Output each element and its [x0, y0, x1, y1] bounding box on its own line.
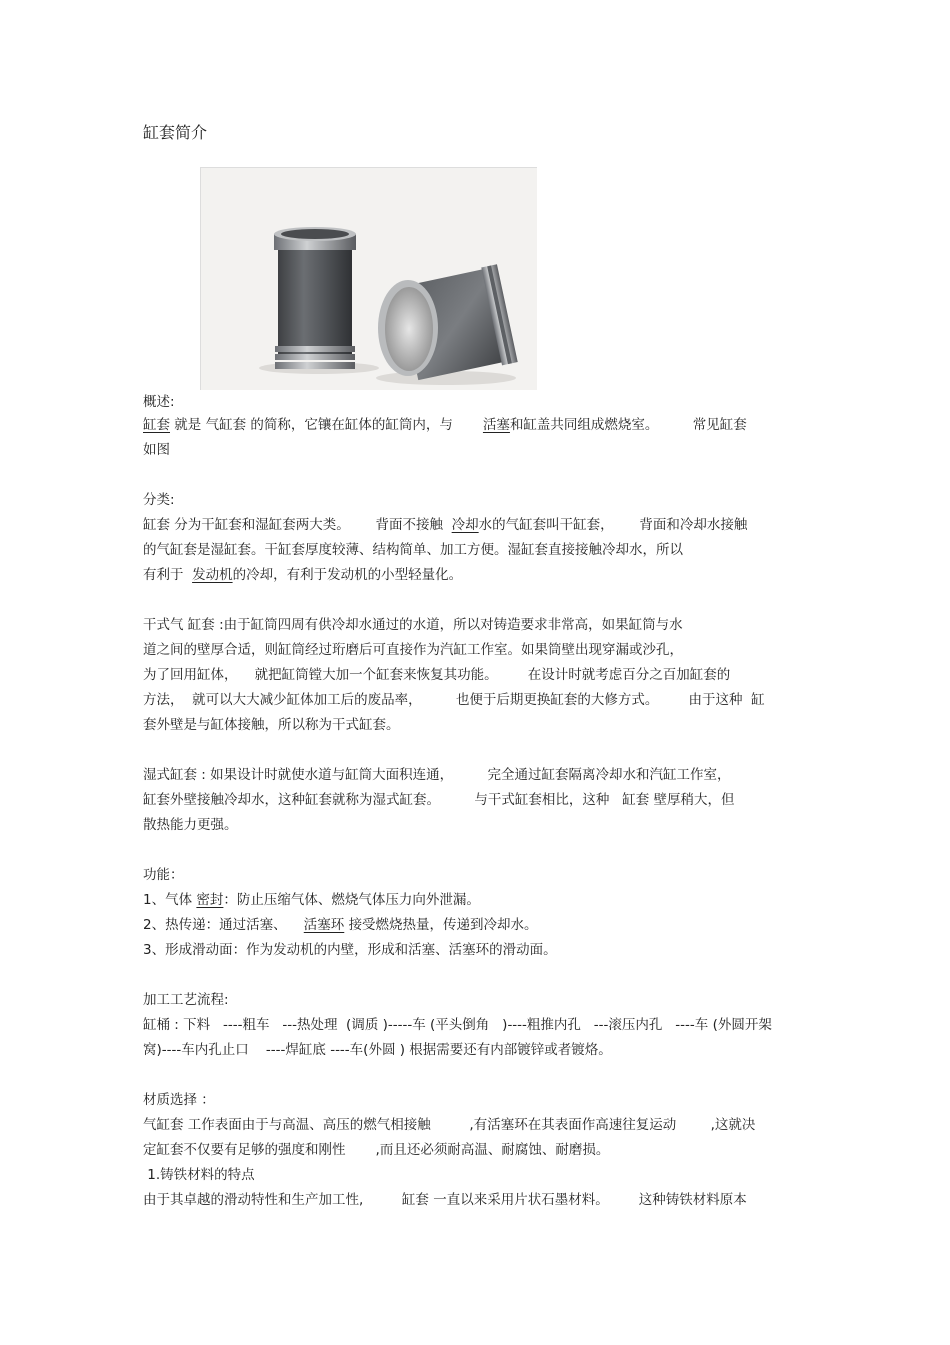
link-piston[interactable]: 活塞	[482, 417, 510, 433]
link-cooling[interactable]: 冷却	[451, 517, 479, 533]
wet-text-3: 缸套外壁接触冷却水，这种缸套就称为湿式缸套。	[143, 792, 440, 808]
link-cylinder-liner[interactable]: 缸套	[143, 417, 170, 433]
classify-line-3	[143, 566, 462, 584]
dry-text-6: 也便于后期更换缸套的大修方式。	[455, 692, 659, 708]
classify-text-1: 缸套 分为干缸套和湿缸套两大类。	[143, 517, 350, 533]
classify-line-1	[143, 516, 747, 534]
dry-line-5: 套外壁是与缸体接触，所以称为干式缸套。	[143, 717, 400, 733]
classify-line-2: 的气缸套是湿缸套。干缸套厚度较薄、结构简单、加工方便。湿缸套直接接触冷却水，所以	[143, 542, 683, 558]
material-text-4: 定缸套不仅要有足够的强度和刚性	[143, 1142, 346, 1158]
function-text-3: 2、热传递：通过活塞、	[143, 917, 287, 933]
dry-line-3	[143, 666, 730, 684]
process-line-2: 窝)----车内孔止口 ----焊缸底 ----车(外圆 ) 根据需要还有内部镀锌或者镀烙。	[143, 1042, 612, 1058]
function-text-1: 1、气体	[143, 892, 193, 908]
dry-line-1: 干式气 缸套 :由于缸筒四周有供冷却水通过的水道，所以对铸造要求非常高，如果缸筒与水	[143, 617, 683, 633]
material-text-8: 这种铸铁材料原本	[638, 1192, 747, 1208]
link-piston-ring[interactable]: 活塞环	[303, 917, 345, 933]
classify-text-6: 的冷却，有利于发动机的小型轻量化。	[232, 567, 463, 583]
dry-text-5: 就可以大大减少缸体加工后的废品率，	[192, 692, 422, 708]
material-text-1: 气缸套 工作表面由于与高温、高压的燃气相接触	[143, 1117, 431, 1133]
material-line-2	[143, 1141, 609, 1159]
cylinder-liner-photo	[200, 167, 537, 390]
overview-line-2: 如图	[143, 442, 170, 458]
dry-text-2: 就把缸筒镗大加一个缸套来恢复其功能。	[254, 667, 498, 683]
classify-text-2: 背面不接触	[375, 517, 444, 533]
wet-line-1	[143, 766, 730, 784]
dry-line-2: 道之间的壁厚合适，则缸筒经过珩磨后可直接作为汽缸工作室。如果筒壁出现穿漏或沙孔，	[143, 642, 683, 658]
overview-line-1	[143, 416, 747, 434]
dry-text-8: 缸	[751, 692, 765, 708]
wet-text-1: 湿式缸套 : 如果设计时就使水道与缸筒大面积连通，	[143, 767, 454, 783]
material-text-5: ,而且还必须耐高温、耐腐蚀、耐磨损。	[375, 1142, 610, 1158]
dry-text-3: 在设计时就考虑百分之百加缸套的	[527, 667, 731, 683]
cylinder-liner-image	[201, 168, 537, 390]
wet-text-5: 缸套 壁厚稍大，但	[622, 792, 735, 808]
function-heading: 功能：	[143, 867, 184, 883]
material-line-1	[143, 1116, 755, 1134]
material-text-7: 缸套 一直以来采用片状石墨材料。	[401, 1192, 609, 1208]
classify-text-3: 水的气缸套叫干缸套，	[478, 517, 614, 533]
dry-text-1: 为了回用缸体，	[143, 667, 238, 683]
material-heading: 材质选择 ：	[143, 1092, 215, 1108]
link-seal[interactable]: 密封	[196, 892, 224, 908]
material-text-2: ,有活塞环在其表面作高速往复运动	[469, 1117, 677, 1133]
wet-line-2	[143, 791, 735, 809]
dry-text-4: 方法，	[143, 692, 184, 708]
classify-text-5: 有利于	[143, 567, 184, 583]
function-item-1	[143, 891, 480, 909]
function-text-2: ：防止压缩气体、燃烧气体压力向外泄漏。	[223, 892, 480, 908]
function-item-2	[143, 916, 538, 934]
wet-text-2: 完全通过缸套隔离冷却水和汽缸工作室，	[487, 767, 731, 783]
process-heading: 加工工艺流程:	[143, 992, 229, 1008]
page-title: 缸套简介	[143, 123, 208, 142]
process-line-1: 缸桶 : 下料 ----粗车 ---热处理 (调质 )-----车 (平头倒角 )----粗推内孔 ---滚压内孔 ----车 (外圆开架	[143, 1017, 772, 1033]
link-engine[interactable]: 发动机	[192, 567, 233, 583]
function-text-4: 接受燃烧热量，传递到冷却水。	[348, 917, 538, 933]
dry-text-7: 由于这种	[688, 692, 743, 708]
material-line-3	[143, 1191, 747, 1209]
overview-text-3: 常见缸套	[692, 417, 747, 433]
classify-heading: 分类:	[143, 492, 175, 508]
material-text-3: ,这就决	[710, 1117, 756, 1133]
overview-heading: 概述:	[143, 394, 175, 410]
function-item-3: 3、形成滑动面：作为发动机的内壁，形成和活塞、活塞环的滑动面。	[143, 942, 557, 958]
material-subheading: 1.铸铁材料的特点	[143, 1167, 255, 1183]
overview-text-2: 和缸盖共同组成燃烧室。	[509, 417, 659, 433]
classify-text-4: 背面和冷却水接触	[639, 517, 748, 533]
overview-text-1: 就是 气缸套 的简称，它镶在缸体的缸筒内，与	[174, 417, 453, 433]
dry-line-4	[143, 691, 765, 709]
wet-line-3: 散热能力更强。	[143, 817, 238, 833]
material-text-6: 由于其卓越的滑动特性和生产加工性,	[143, 1192, 364, 1208]
wet-text-4: 与干式缸套相比，这种	[474, 792, 610, 808]
